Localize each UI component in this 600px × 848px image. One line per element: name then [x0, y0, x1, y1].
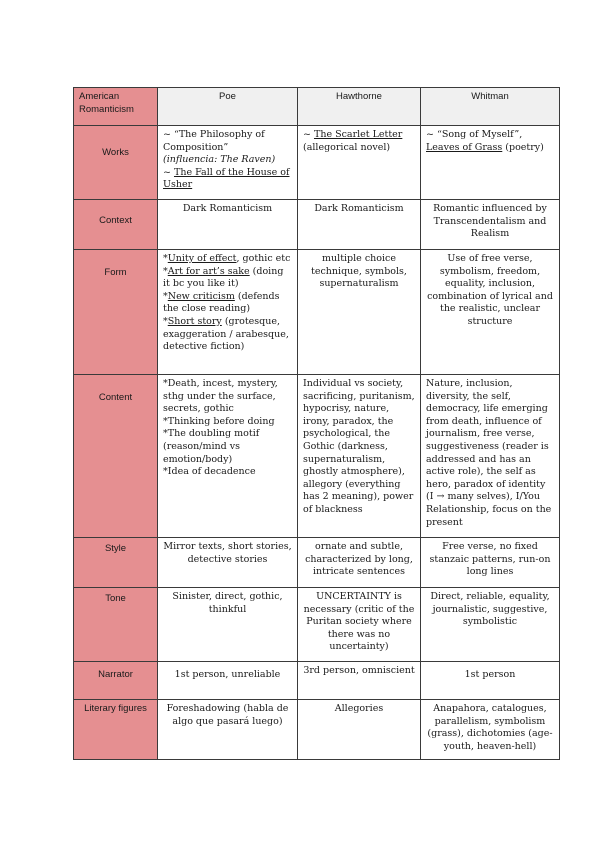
form-poe-item-1 [163, 253, 292, 266]
tone-poe: Sinister, direct, gothic, thinkful [158, 588, 298, 662]
narrator-whitman [421, 662, 560, 700]
narrator-poe [158, 662, 298, 700]
works-poe-philosophy: ~ “The Philosophy of Composition” [163, 129, 265, 153]
figures-row [74, 700, 560, 760]
works-label-text: Works [102, 147, 129, 158]
content-poe-line-1: *Death, incest, mystery, sthg under the surface, secrets, gothic [163, 378, 278, 415]
tone-label [74, 588, 158, 662]
context-label [74, 200, 158, 250]
style-label [74, 538, 158, 588]
context-row [74, 200, 560, 250]
form-poe-new-criticism: New criticism [167, 290, 235, 302]
works-hawthorne-scarlet-letter: The Scarlet Letter [313, 129, 403, 140]
works-hawthorne [298, 126, 421, 200]
works-label [74, 126, 158, 200]
narrator-label [74, 662, 158, 700]
form-poe-art-for-arts-sake: Art for art’s sake [167, 265, 250, 277]
works-whitman-leaves: Leaves of Grass [426, 141, 503, 153]
bullet-star: * [163, 253, 168, 264]
form-hawthorne: multiple choice technique, symbols, supernaturalism [298, 250, 421, 375]
form-label-text: Form [104, 267, 127, 278]
narrator-row [74, 662, 560, 700]
form-poe-short-story: Short story [167, 315, 222, 327]
form-poe-item-3-text: (defends the close reading) [163, 290, 280, 315]
form-poe-item-2-text: (doing it bc you like it) [163, 265, 284, 290]
form-poe-unity-of-effect: Unity of effect [167, 253, 237, 264]
content-whitman: Nature, inclusion, diversity, the self, democracy, life emerging from death, influence of journalism, free verse, suggestiveness (reader is addressed and has an active role), the self as hero, paradox of identity (I → many selves), I/You Relationship, focus on the present [421, 375, 560, 538]
works-hawthorne-tilde: ~ [303, 129, 314, 140]
form-poe [158, 250, 298, 375]
romanticism-table [73, 87, 560, 760]
form-row [74, 250, 560, 375]
form-label [74, 250, 158, 375]
figures-whitman: Anapahora, catalogues, parallelism, symbolism (grass), dichotomies (age-youth, heaven-hell) [421, 700, 560, 760]
tone-label-text: Tone [105, 593, 126, 604]
style-label-text: Style [104, 543, 127, 554]
bullet-star: * [163, 290, 168, 302]
works-poe-raven: (influencia: The Raven) [163, 154, 276, 166]
content-hawthorne: Individual vs society, sacrificing, puritanism, hypocrisy, nature, irony, paradox, the psychological, the Gothic (darkness, supernaturalism, ghostly atmosphere), allegory (everything has 2 meaning), power of blackness [298, 375, 421, 538]
content-poe-line-2: *Thinking before doing [163, 415, 275, 427]
works-whitman-note: (poetry) [502, 141, 544, 153]
narrator-hawthorne: 3rd person, omniscient [298, 662, 421, 700]
style-poe: Mirror texts, short stories, detective stories [158, 538, 298, 588]
style-whitman: Free verse, no fixed stanzaic patterns, run-on long lines [421, 538, 560, 588]
form-whitman: Use of free verse, symbolism, freedom, equality, inclusion, combination of lyrical and the realistic, unclear structure [421, 250, 560, 375]
content-poe-line-3: *The doubling motif (reason/mind vs emotion/body) [163, 428, 260, 465]
works-row [74, 126, 560, 200]
works-poe-usher: The Fall of the House of Usher [163, 166, 290, 191]
corner-header: American Romanticism [74, 88, 158, 126]
tone-hawthorne: UNCERTAINTY is necessary (critic of the Puritan society where there was no uncertainty) [298, 588, 421, 662]
form-poe-item-2 [163, 266, 292, 291]
hawthorne-header: Hawthorne [298, 88, 421, 126]
content-row [74, 375, 560, 538]
poe-header: Poe [158, 88, 298, 126]
style-row [74, 538, 560, 588]
tone-row [74, 588, 560, 662]
works-poe-tilde: ~ [163, 166, 174, 178]
form-poe-item-1-text: , gothic etc [236, 253, 291, 264]
narrator-label-text: Narrator [98, 669, 133, 680]
content-poe [158, 375, 298, 538]
context-hawthorne: Dark Romanticism [298, 200, 421, 250]
content-label-text: Content [98, 392, 133, 403]
context-poe: Dark Romanticism [158, 200, 298, 250]
header-row [74, 88, 560, 126]
figures-poe: Foreshadowing (habla de algo que pasará luego) [158, 700, 298, 760]
context-label-text: Context [99, 215, 132, 226]
works-whitman [421, 126, 560, 200]
figures-hawthorne: Allegories [298, 700, 421, 760]
tone-whitman: Direct, reliable, equality, journalistic, suggestive, symbolistic [421, 588, 560, 662]
form-poe-item-4 [163, 316, 292, 354]
works-whitman-song: ~ “Song of Myself”, [426, 129, 523, 140]
works-hawthorne-note: (allegorical novel) [303, 141, 391, 153]
content-poe-line-4: *Idea of decadence [163, 466, 256, 478]
works-poe [158, 126, 298, 200]
figures-label: Literary figures [74, 700, 158, 760]
context-whitman: Romantic influenced by Transcendentalism and Realism [421, 200, 560, 250]
content-label [74, 375, 158, 538]
narrator-whitman-text: 1st person [464, 669, 516, 680]
form-poe-item-3 [163, 291, 292, 316]
narrator-poe-text: 1st person, unreliable [174, 669, 281, 680]
form-poe-item-4-text: (grotesque, exaggeration / arabesque, detective fiction) [163, 315, 289, 353]
bullet-star: * [163, 265, 168, 277]
bullet-star: * [163, 315, 168, 327]
whitman-header: Whitman [421, 88, 560, 126]
style-hawthorne: ornate and subtle, characterized by long, intricate sentences [298, 538, 421, 588]
